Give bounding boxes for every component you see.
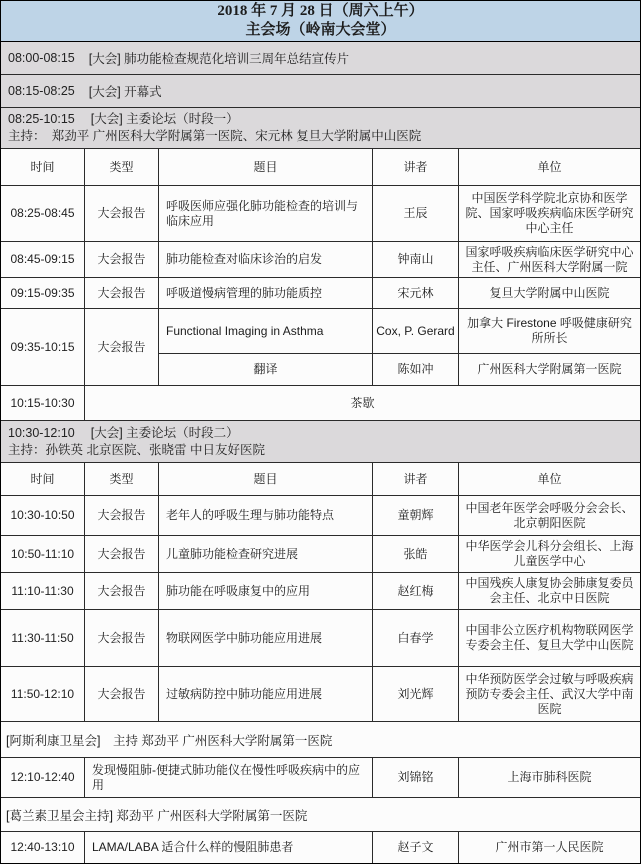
table-row bbox=[1, 496, 640, 536]
column-header-unit: 单位 bbox=[537, 159, 562, 174]
type-cell: 大会报告 bbox=[85, 242, 159, 277]
time-cell: 09:35-10:15 bbox=[1, 309, 85, 385]
unit-cell: 中国残疾人康复协会肺康复委员会主任、北京中日医院 bbox=[465, 576, 634, 605]
unit-cell: 中国老年医学会呼吸分会会长、北京朝阳医院 bbox=[465, 500, 634, 530]
table-row-merged bbox=[1, 309, 640, 386]
speaker-cell: 陈如冲 bbox=[373, 354, 459, 385]
type-cell: 大会报告 bbox=[85, 573, 159, 609]
schedule-band-row bbox=[1, 42, 640, 75]
time-cell: 11:30-11:50 bbox=[1, 610, 85, 666]
speaker-cell: 王辰 bbox=[373, 186, 459, 241]
table-row bbox=[1, 758, 640, 798]
table-row bbox=[1, 667, 640, 722]
table-row bbox=[1, 573, 640, 610]
title-cell: 呼吸道慢病管理的肺功能质控 bbox=[159, 278, 373, 308]
tea-break-label: 茶歇 bbox=[350, 395, 375, 410]
time-cell: 12:40-13:10 bbox=[1, 832, 85, 863]
speaker-cell: 钟南山 bbox=[373, 242, 459, 277]
title-cell: 儿童肺功能检查研究进展 bbox=[159, 536, 373, 572]
time-cell: 10:15-10:30 bbox=[1, 386, 85, 420]
type-cell: 大会报告 bbox=[85, 667, 159, 721]
column-header-title: 题目 bbox=[159, 149, 373, 185]
speaker-cell: 宋元林 bbox=[373, 278, 459, 308]
title-cell: 翻译 bbox=[159, 354, 373, 385]
unit-cell: 上海市肺科医院 bbox=[507, 770, 592, 784]
speaker-cell: 赵红梅 bbox=[373, 573, 459, 609]
type-cell: 大会报告 bbox=[85, 278, 159, 308]
column-header-type: 类型 bbox=[85, 149, 159, 185]
unit-cell: 中国非公立医疗机构物联网医学专委会主任、复旦大学中山医院 bbox=[465, 623, 634, 652]
title-cell: 过敏病防控中肺功能应用进展 bbox=[159, 667, 373, 721]
table-row bbox=[1, 536, 640, 573]
time-cell: 10:30-10:50 bbox=[1, 496, 85, 535]
unit-cell: 中国医学科学院北京协和医学院、国家呼吸疾病临床医学研究中心主任 bbox=[465, 191, 634, 235]
session-time: 10:30-12:10 bbox=[8, 425, 75, 440]
title-cell: 肺功能检查对临床诊治的启发 bbox=[159, 242, 373, 277]
title-cell: 物联网医学中肺功能应用进展 bbox=[159, 610, 373, 666]
satellite1-header: [阿斯利康卫星会] 主持 郑劲平 广州医科大学附属第一医院 bbox=[1, 722, 640, 758]
time-label: 08:15-08:25 bbox=[8, 84, 75, 98]
date-title: 2018 年 7 月 28 日（周六上午） bbox=[217, 3, 424, 19]
event-label: [大会] 开幕式 bbox=[88, 85, 162, 99]
time-cell: 10:50-11:10 bbox=[1, 536, 85, 572]
table-row bbox=[1, 832, 640, 863]
unit-cell: 中华预防医学会过敏与呼吸疾病预防专委会主任、武汉大学中南医院 bbox=[465, 671, 634, 716]
column-header-time: 时间 bbox=[1, 463, 85, 495]
session-title: [大会] 主委论坛（时段一） bbox=[90, 112, 239, 126]
column-header-speaker: 讲者 bbox=[373, 149, 459, 185]
unit-cell: 复旦大学附属中山医院 bbox=[489, 285, 610, 300]
session-heading-line bbox=[8, 111, 640, 128]
column-header-type: 类型 bbox=[85, 463, 159, 495]
unit-cell: 国家呼吸疾病临床医学研究中心主任、广州医科大学附属一院 bbox=[465, 244, 634, 274]
time-cell: 11:10-11:30 bbox=[1, 573, 85, 609]
event-label: [大会] 肺功能检查规范化培训三周年总结宣传片 bbox=[88, 52, 350, 66]
column-header-speaker: 讲者 bbox=[373, 463, 459, 495]
session2-header bbox=[1, 421, 640, 463]
speaker-cell: Cox, P. Gerard bbox=[373, 309, 459, 354]
column-header-title: 题目 bbox=[159, 463, 373, 495]
title-cell: 肺功能在呼吸康复中的应用 bbox=[159, 573, 373, 609]
speaker-cell: 刘光辉 bbox=[373, 667, 459, 721]
time-cell: 11:50-12:10 bbox=[1, 667, 85, 721]
time-cell: 08:25-08:45 bbox=[1, 186, 85, 241]
session-heading-line bbox=[8, 425, 640, 442]
title-cell: Functional Imaging in Asthma bbox=[159, 309, 373, 354]
unit-cell: 广州市第一人民医院 bbox=[495, 840, 604, 854]
table-row bbox=[1, 242, 640, 278]
page-title-block bbox=[1, 1, 640, 42]
type-cell: 大会报告 bbox=[85, 309, 159, 385]
venue-title: 主会场（岭南大会堂） bbox=[245, 22, 396, 38]
unit-cell: 加拿大 Firestone 呼吸健康研究所所长 bbox=[459, 309, 640, 354]
table-header-row bbox=[1, 463, 640, 496]
session-hosts-line: 主持：孙铁英 北京医院、张晓雷 中日友好医院 bbox=[8, 442, 265, 457]
table-header-row bbox=[1, 149, 640, 186]
session-time: 08:25-10:15 bbox=[8, 112, 75, 126]
type-cell: 大会报告 bbox=[85, 496, 159, 535]
title-cell: LAMA/LABA 适合什么样的慢阻肺患者 bbox=[85, 832, 373, 863]
speaker-cell: 白春学 bbox=[373, 610, 459, 666]
session1-header bbox=[1, 108, 640, 149]
time-label: 08:00-08:15 bbox=[8, 51, 75, 65]
time-cell: 12:10-12:40 bbox=[1, 758, 85, 797]
column-header-unit: 单位 bbox=[537, 471, 562, 486]
tea-break-row bbox=[1, 386, 640, 421]
unit-cell: 中华医学会儿科分会组长、上海儿童医学中心 bbox=[465, 539, 634, 568]
speaker-cell: 刘锦铭 bbox=[373, 758, 459, 797]
satellite2-header: [葛兰素卫星会主持] 郑劲平 广州医科大学附属第一医院 bbox=[1, 798, 640, 832]
session-hosts-line: 主持： 郑劲平 广州医科大学附属第一医院、宋元林 复旦大学附属中山医院 bbox=[8, 129, 422, 143]
title-cell: 呼吸医师应强化肺功能检查的培训与临床应用 bbox=[159, 186, 373, 241]
speaker-cell: 童朝辉 bbox=[373, 496, 459, 535]
table-row bbox=[1, 278, 640, 309]
title-cell: 发现慢阻肺-便捷式肺功能仪在慢性呼吸疾病中的应用 bbox=[85, 758, 373, 797]
table-row bbox=[1, 186, 640, 242]
speaker-cell: 赵子文 bbox=[373, 832, 459, 863]
time-cell: 08:45-09:15 bbox=[1, 242, 85, 277]
table-row bbox=[1, 610, 640, 667]
unit-cell: 广州医科大学附属第一医院 bbox=[477, 362, 622, 376]
column-header-time: 时间 bbox=[1, 149, 85, 185]
type-cell: 大会报告 bbox=[85, 610, 159, 666]
time-cell: 09:15-09:35 bbox=[1, 278, 85, 308]
speaker-cell: 张皓 bbox=[373, 536, 459, 572]
type-cell: 大会报告 bbox=[85, 186, 159, 241]
session-title: [大会] 主委论坛（时段二） bbox=[90, 425, 239, 440]
schedule-band-row bbox=[1, 75, 640, 108]
title-cell: 老年人的呼吸生理与肺功能特点 bbox=[159, 496, 373, 535]
type-cell: 大会报告 bbox=[85, 536, 159, 572]
